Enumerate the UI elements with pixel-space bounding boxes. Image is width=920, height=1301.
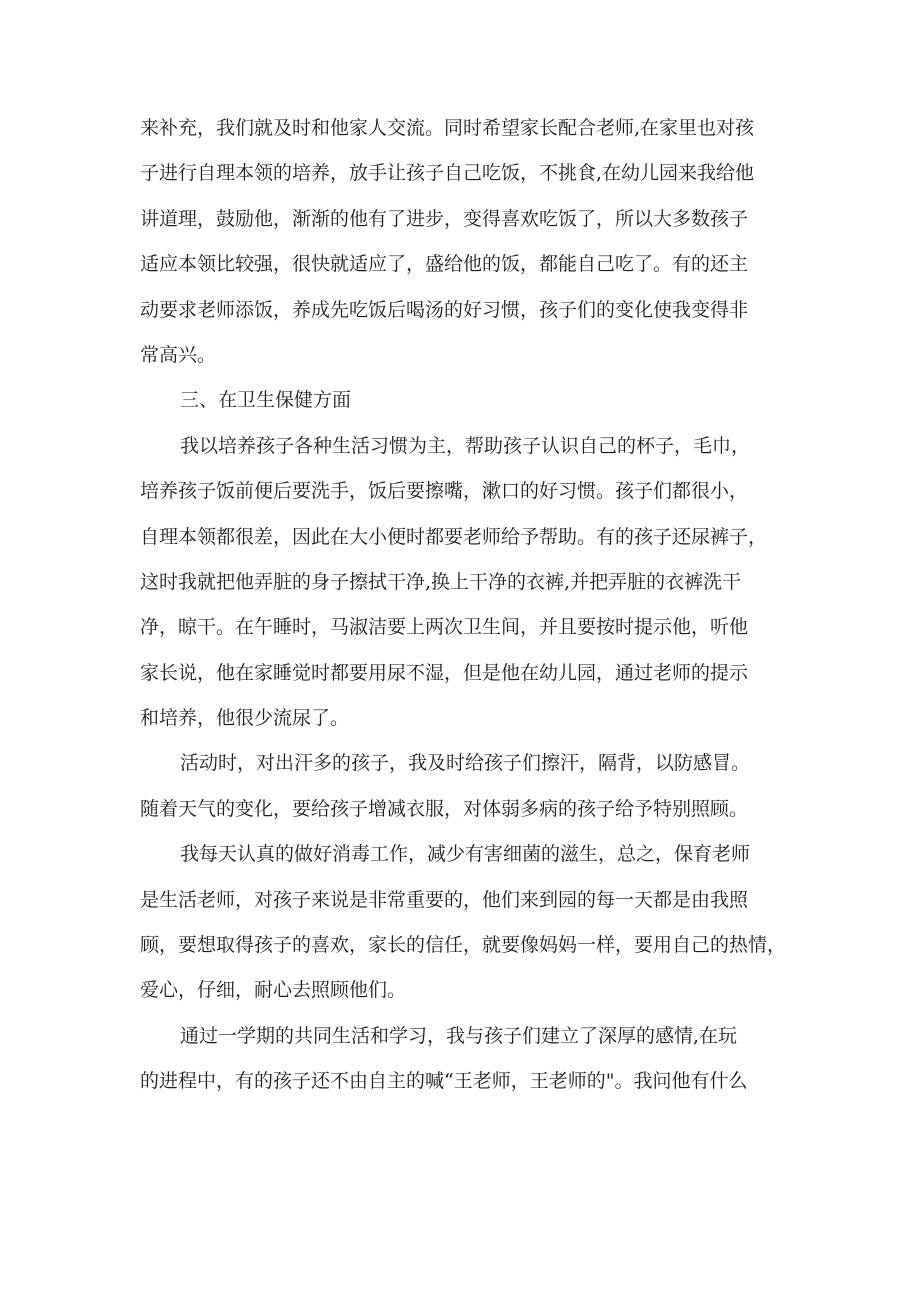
text-line: 自理本领都很差，因此在大小便时都要老师给予帮助。有的孩子还尿裤子， — [140, 525, 768, 548]
text-line: 讲道理，鼓励他，渐渐的他有了进步，变得喜欢吃饭了，所以大多数孩子 — [140, 207, 749, 230]
text-line: 三、在卫生保健方面 — [180, 389, 352, 412]
text-line: 和培养，他很少流尿了。 — [140, 707, 350, 730]
text-line: 这时我就把他弄脏的身子擦拭干净,换上干净的衣裤,并把弄脏的衣裤洗干 — [140, 570, 742, 593]
text-line: 的进程中，有的孩子还不由自主的喊“王老师，王老师的"。我问他有什么 — [140, 1070, 748, 1093]
text-line: 培养孩子饭前便后要洗手，饭后要擦嘴，漱口的好习惯。孩子们都很小， — [140, 480, 749, 503]
text-line: 动要求老师添饭，养成先吃饭后喝汤的好习惯，孩子们的变化使我变得非 — [140, 298, 749, 321]
text-line: 适应本领比较强，很快就适应了，盛给他的饭，都能自己吃了。有的还主 — [140, 253, 749, 276]
text-line: 通过一学期的共同生活和学习，我与孩子们建立了深厚的感情,在玩 — [180, 1024, 738, 1047]
text-line: 是生活老师，对孩子来说是非常重要的，他们来到园的每一天都是由我照 — [140, 888, 749, 911]
text-line: 常高兴。 — [140, 343, 217, 366]
text-line: 我以培养孩子各种生活习惯为主，帮助孩子认识自己的杯子，毛巾， — [180, 434, 751, 457]
text-line: 家长说，他在家睡觉时都要用尿不湿，但是他在幼儿园，通过老师的提示 — [140, 661, 749, 684]
text-line: 顾，要想取得孩子的喜欢，家长的信任，就要像妈妈一样，要用自己的热情， — [140, 934, 787, 957]
text-line: 随着天气的变化，要给孩子增减衣服，对体弱多病的孩子给予特别照顾。 — [140, 797, 749, 820]
text-line: 爱心，仔细，耐心去照顾他们。 — [140, 979, 407, 1002]
body-text — [140, 106, 800, 1105]
text-line: 我每天认真的做好消毒工作，减少有害细菌的滋生，总之，保育老师 — [180, 843, 751, 866]
text-line: 净，晾干。在午睡时，马淑洁要上两次卫生间，并且要按时提示他，听他 — [140, 616, 749, 639]
text-line: 子进行自理本领的培养，放手让孩子自己吃饭，不挑食,在幼儿园来我给他 — [140, 162, 755, 185]
text-line: 来补充，我们就及时和他家人交流。同时希望家长配合老师,在家里也对孩 — [140, 117, 755, 139]
text-line: 活动时，对出汗多的孩子，我及时给孩子们擦汗，隔背，以防感冒。 — [180, 752, 751, 775]
